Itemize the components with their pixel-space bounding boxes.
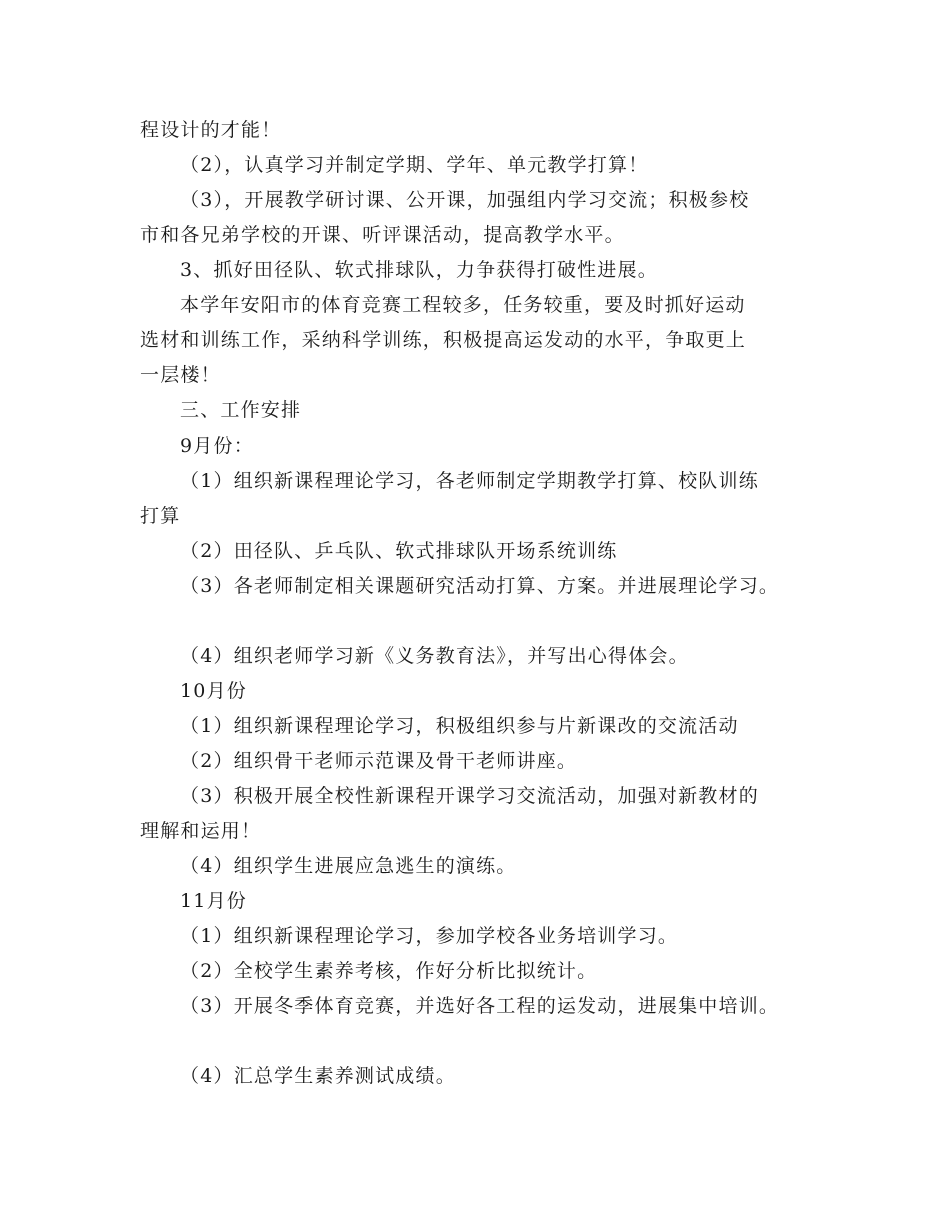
text-line: （2），认真学习并制定学期、学年、单元教学打算！ bbox=[180, 154, 649, 176]
text-line: 本学年安阳市的体育竞赛工程较多，任务较重，要及时抓好运动 bbox=[180, 294, 746, 316]
text-line: 程设计的才能！ bbox=[140, 119, 282, 141]
text-line: （2）全校学生素养考核，作好分析比拟统计。 bbox=[180, 960, 598, 982]
text-line: 市和各兄弟学校的开课、听评课活动，提高教学水平。 bbox=[140, 224, 625, 246]
text-line: 打算 bbox=[140, 505, 181, 527]
text-line: （2）组织骨干老师示范课及骨干老师讲座。 bbox=[180, 750, 578, 772]
month-heading: 9月份： bbox=[180, 435, 254, 457]
text-line: 选材和训练工作，采纳科学训练，积极提高运发动的水平，争取更上 bbox=[140, 329, 747, 351]
text-line: （3）开展冬季体育竞赛，并选好各工程的运发动，进展集中培训。 bbox=[180, 995, 780, 1017]
text-line: 一层楼！ bbox=[140, 364, 221, 386]
text-line: （1）组织新课程理论学习，各老师制定学期教学打算、校队训练 bbox=[180, 470, 759, 492]
text-line: （1）组织新课程理论学习，参加学校各业务培训学习。 bbox=[180, 925, 679, 947]
text-line: （1）组织新课程理论学习，积极组织参与片新课改的交流活动 bbox=[180, 715, 739, 737]
section-heading: 三、工作安排 bbox=[180, 399, 302, 421]
text-line: （3）积极开展全校性新课程开课学习交流活动，加强对新教材的 bbox=[180, 785, 759, 807]
text-line: （4）汇总学生素养测试成绩。 bbox=[180, 1065, 456, 1087]
month-heading: 11月份 bbox=[180, 890, 247, 912]
text-line: 理解和运用！ bbox=[140, 820, 262, 842]
text-line: （3）各老师制定相关课题研究活动打算、方案。并进展理论学习。 bbox=[180, 575, 780, 597]
month-heading: 10月份 bbox=[180, 680, 247, 702]
text-line: （4）组织学生进展应急逃生的演练。 bbox=[180, 855, 517, 877]
text-line: （2）田径队、乒乓队、软式排球队开场系统训练 bbox=[180, 540, 618, 562]
text-line: （4）组织老师学习新《义务教育法》，并写出心得体会。 bbox=[180, 645, 689, 667]
text-line: 3、抓好田径队、软式排球队，力争获得打破性进展。 bbox=[180, 259, 658, 281]
text-line: （3），开展教学研讨课、公开课，加强组内学习交流；积极参校 bbox=[180, 189, 750, 211]
